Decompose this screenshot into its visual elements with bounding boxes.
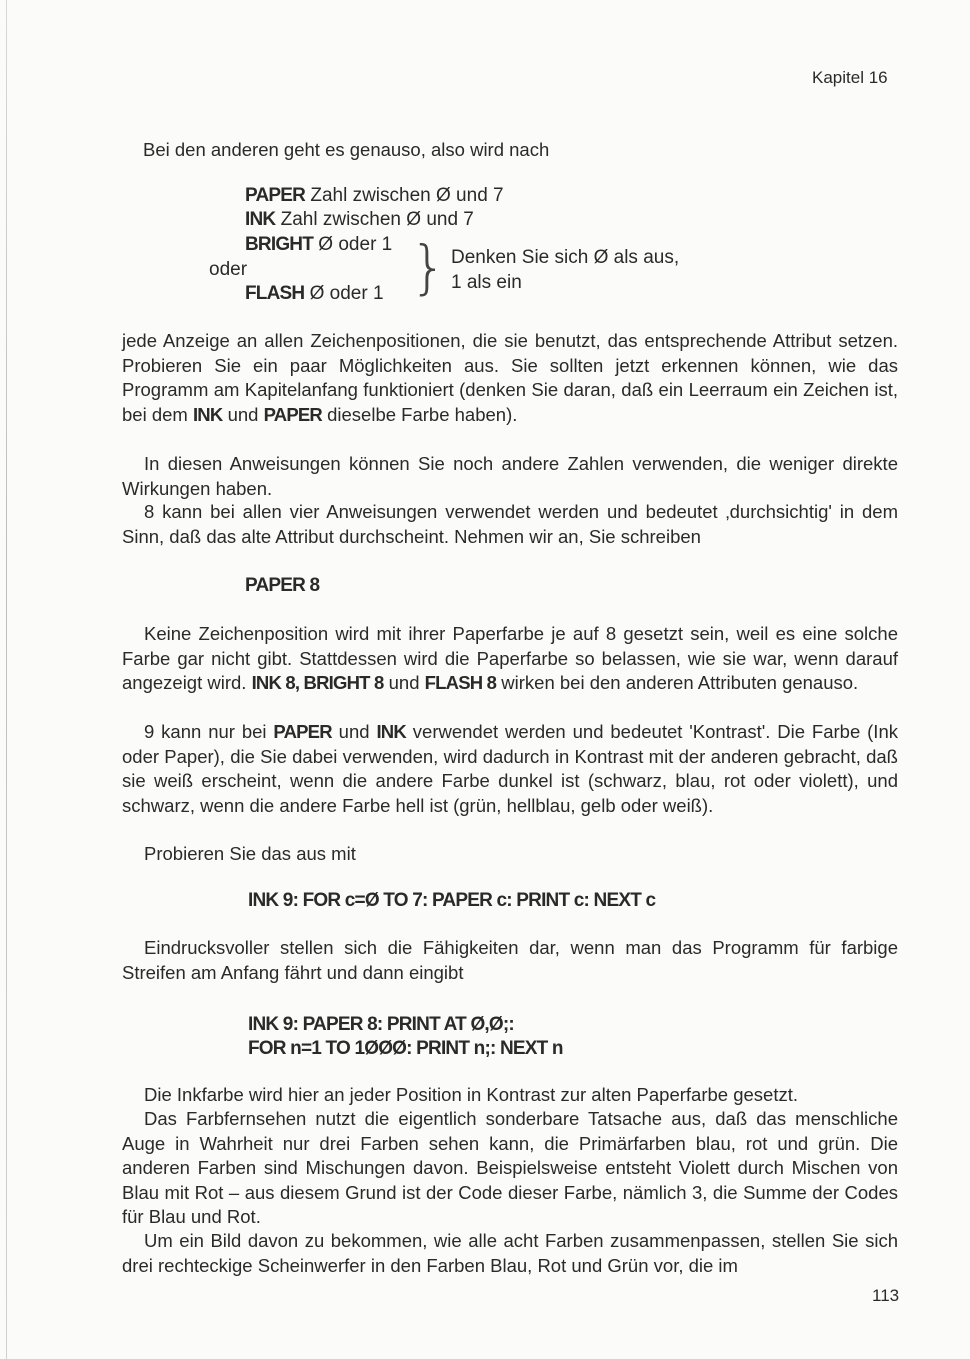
paragraph-5: [122, 720, 898, 818]
paragraph-6: Probieren Sie das aus mit: [144, 843, 356, 864]
ink-line: [245, 209, 474, 231]
code-line-1: INK 9: PAPER 8: PRINT AT Ø,Ø;:: [248, 1014, 514, 1035]
paragraph-7: Eindrucksvoller stellen sich die Fähigkeiten dar, wenn man das Programm für farbige Streifen am Anfang fährt und dann eingibt: [122, 937, 898, 983]
paragraph-4-text: wirken bei den anderen Attributen genauso.: [496, 672, 859, 693]
page-number: 113: [872, 1286, 900, 1305]
keyword-paper: PAPER: [263, 403, 322, 425]
paragraph-1-text: dieselbe Farbe haben).: [321, 403, 518, 425]
flash-line: [245, 283, 384, 305]
paragraph-9: Das Farbfernsehen nutzt die eigentlich sonderbare Tatsache aus, daß das menschliche Auge in Wahrheit nur drei Farben sehen kann, die Primärfarben blau, rot und grün. Die anderen Farben sind Mischungen davon. Beispielsweise entsteht Violett durch Mischen von Blau mit Rot – aus diesem Grund ist der Code dieser Farbe, nämlich 3, die Summe der Codes für Blau und Rot.: [122, 1108, 898, 1227]
paragraph-5-text: und: [331, 721, 377, 742]
code-line-2: FOR n=1 TO 1ØØØ: PRINT n;: NEXT n: [248, 1038, 563, 1059]
ink-keyword: INK: [245, 209, 276, 230]
note-line-2: 1 als ein: [451, 272, 522, 293]
keyword-ink: INK: [376, 721, 406, 742]
brace-icon: }: [410, 233, 447, 301]
ink-text: Zahl zwischen Ø und 7: [275, 209, 474, 230]
paragraph-1-text: jede Anzeige an allen Zeichenpositionen, die sie benutzt, das entsprechende Attribut setzen. Probieren Sie ein paar Möglichkeiten aus. Sie sollten jetzt erkennen können, wie das Programm am Kapitelanfang funktioniert (denken Sie daran, daß ein Leerraum ein Zeichen ist, bei dem: [122, 330, 898, 425]
flash-text: Ø oder 1: [304, 283, 384, 304]
code-ink-9-loop: INK 9: FOR c=Ø TO 7: PAPER c: PRINT c: NEXT c: [248, 890, 656, 911]
keyword-paper: PAPER: [273, 721, 332, 742]
code-paper-8: PAPER 8: [245, 575, 320, 596]
bright-text: Ø oder 1: [313, 234, 393, 255]
bright-line: [245, 234, 392, 256]
note-line-1: Denken Sie sich Ø als aus,: [451, 247, 680, 268]
paragraph-5-text: verwendet werden und bedeutet 'Kontrast'. Die Farbe (Ink oder Paper), die Sie dabei verwenden, wird dadurch in Kontrast mit der anderen gebracht, daß sie weiß erscheint, wenn die andere Farbe dunkel ist (schwarz, blau, rot oder violett), und schwarz, wenn die andere Farbe hell ist (grün, hellblau, gelb oder weiß).: [122, 721, 898, 816]
bright-keyword: BRIGHT: [245, 234, 314, 255]
paragraph-1-text: und: [222, 403, 264, 425]
paragraph-1: [122, 329, 898, 427]
paper-text: Zahl zwischen Ø und 7: [305, 185, 504, 206]
paragraph-8: Die Inkfarbe wird hier an jeder Position in Kontrast zur alten Paperfarbe gesetzt.: [144, 1084, 799, 1105]
page-binding-edge: [6, 0, 7, 1359]
keyword-ink: INK: [192, 403, 223, 425]
paragraph-5-text: 9 kann nur bei: [144, 721, 274, 742]
keyword-flash-8: FLASH 8: [424, 672, 497, 693]
flash-keyword: FLASH: [245, 283, 305, 304]
paragraph-4-text: und: [383, 672, 425, 693]
paragraph-2: In diesen Anweisungen können Sie noch andere Zahlen verwenden, die weniger direkte Wirkungen haben.: [122, 453, 898, 499]
paragraph-3: 8 kann bei allen vier Anweisungen verwendet werden und bedeutet ‚durchsichtig' in dem Sinn, daß das alte Attribut durchscheint. Nehmen wir an, Sie schreiben: [122, 501, 898, 547]
keyword-ink-bright-8: INK 8, BRIGHT 8: [251, 672, 384, 693]
intro-text: Bei den anderen geht es genauso, also wird nach: [143, 139, 550, 160]
oder-label: oder: [209, 259, 248, 280]
paragraph-10: Um ein Bild davon zu bekommen, wie alle acht Farben zusammenpassen, stellen Sie sich drei rechteckige Scheinwerfer in den Farben Blau, Rot und Grün vor, die im: [122, 1230, 898, 1276]
paper-keyword: PAPER: [245, 185, 306, 206]
paper-line: [245, 185, 504, 207]
chapter-header: Kapitel 16: [812, 68, 888, 87]
paragraph-4: [122, 622, 898, 696]
paragraph-4-text: Keine Zeichenposition wird mit ihrer Paperfarbe je auf 8 gesetzt sein, weil es eine solche Farbe gar nicht gibt. Stattdessen wird die Paperfarbe so belassen, wie sie war, wenn darauf angezeigt wird.: [122, 623, 898, 693]
